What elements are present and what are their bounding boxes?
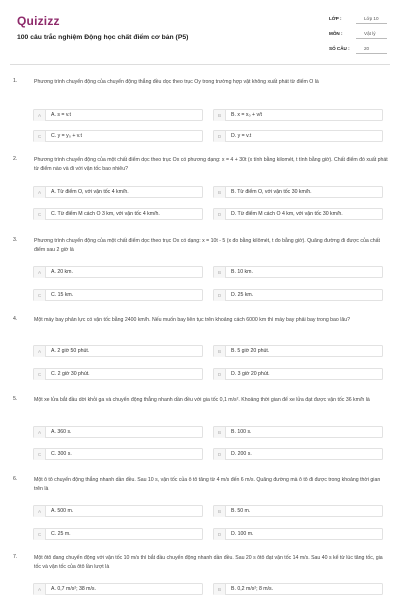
question-text: Một ôtô đang chuyển động với vận tốc 10 m/s thì bắt đầu chuyển động nhanh dần đều. Sau 20 s ôtô đạt vận tốc 14 m/s. Sau 40 s kể từ lúc tăng tốc, gia tốc và vận tốc của ôtô lần lượt là — [34, 555, 383, 570]
option-letter: C — [34, 290, 46, 301]
option-letter: D — [214, 131, 226, 142]
option-letter: A — [34, 506, 46, 517]
option-letter: D — [214, 209, 226, 220]
option-letter: A — [34, 267, 46, 278]
option-text: B. x = x₀ + v/t — [231, 112, 262, 118]
option-letter: A — [34, 110, 46, 121]
option-letter: C — [34, 131, 46, 142]
meta-question-count — [329, 44, 387, 56]
option-text: D. 100 m. — [231, 531, 254, 537]
option-text: D. Từ điểm M cách O 4 km, với vận tốc 30 km/h. — [231, 211, 343, 217]
option-text: B. 10 km. — [231, 269, 253, 275]
meta-subject — [329, 29, 387, 41]
option-letter: A — [34, 187, 46, 198]
meta-underline — [356, 23, 387, 24]
meta-key: SỐ CÂU : — [329, 46, 350, 51]
meta-value: Lớp 10 — [364, 16, 379, 21]
answer-option-d[interactable] — [213, 448, 383, 460]
option-text: D. 3 giờ 20 phút. — [231, 371, 270, 377]
answer-option-d[interactable] — [213, 289, 383, 301]
question-text: Phương trình chuyển động của một chất điểm dọc theo trục Ox có dạng: x = 10t - 5 (x đo bằng kilômét, t đo bằng giờ). Quãng đường đi được của chất điểm sau 2 giờ là — [34, 238, 380, 253]
option-text: A. 20 km. — [51, 269, 73, 275]
option-text: A. s = v.t — [51, 112, 71, 118]
option-letter: D — [214, 449, 226, 460]
quizizz-logo: Quizizz — [17, 14, 60, 28]
answer-option-c[interactable] — [33, 130, 203, 142]
question-number: 1. — [13, 78, 18, 84]
option-letter: C — [34, 529, 46, 540]
answer-option-c[interactable] — [33, 448, 203, 460]
meta-value: 20 — [364, 46, 370, 51]
option-letter: B — [214, 427, 226, 438]
answer-option-a[interactable] — [33, 266, 203, 278]
answer-option-b[interactable] — [213, 266, 383, 278]
worksheet-header — [0, 0, 400, 62]
option-text: C. 15 km. — [51, 292, 74, 298]
answer-option-b[interactable] — [213, 583, 383, 595]
option-text: B. 100 s. — [231, 429, 252, 435]
option-text: B. 5 giờ 20 phút. — [231, 348, 270, 354]
meta-class — [329, 14, 387, 26]
option-letter: B — [214, 110, 226, 121]
option-letter: A — [34, 427, 46, 438]
option-letter: A — [34, 584, 46, 595]
option-letter: C — [34, 449, 46, 460]
answer-option-d[interactable] — [213, 130, 383, 142]
option-letter: C — [34, 369, 46, 380]
question-text: Phương trình chuyển động của chuyển động thẳng đều dọc theo trục Oy trong trường hợp vật không xuất phát từ điểm O là — [34, 79, 319, 85]
option-letter: D — [214, 369, 226, 380]
answer-option-b[interactable] — [213, 505, 383, 517]
option-text: A. 2 giờ 50 phút. — [51, 348, 90, 354]
question-number: 6. — [13, 476, 18, 482]
question-number: 2. — [13, 156, 18, 162]
question-number: 7. — [13, 554, 18, 560]
question-text: Một xe lửa bắt đầu dời khỏi ga và chuyển động thẳng nhanh dần đều với gia tốc 0,1 m/s². Khoảng thời gian để xe lửa đạt được vận tốc 36 km/h là — [34, 397, 370, 403]
answer-option-a[interactable] — [33, 583, 203, 595]
answer-option-c[interactable] — [33, 528, 203, 540]
option-text: C. 25 m. — [51, 531, 71, 537]
option-text: D. 25 km. — [231, 292, 254, 298]
meta-value: Vật lý — [364, 31, 376, 36]
answer-option-a[interactable] — [33, 109, 203, 121]
header-divider — [10, 64, 390, 65]
option-text: C. 300 s. — [51, 451, 72, 457]
option-text: C. Từ điểm M cách O 3 km, với vận tốc 4 km/h. — [51, 211, 160, 217]
answer-option-a[interactable] — [33, 345, 203, 357]
answer-option-d[interactable] — [213, 368, 383, 380]
option-text: A. 0,7 m/s²; 38 m/s. — [51, 586, 96, 592]
option-letter: B — [214, 267, 226, 278]
option-letter: B — [214, 346, 226, 357]
option-letter: B — [214, 584, 226, 595]
option-text: B. Từ điểm O, với vận tốc 30 km/h. — [231, 189, 312, 195]
answer-option-d[interactable] — [213, 528, 383, 540]
answer-option-c[interactable] — [33, 368, 203, 380]
answer-option-c[interactable] — [33, 289, 203, 301]
answer-option-a[interactable] — [33, 426, 203, 438]
option-text: A. 360 s. — [51, 429, 72, 435]
answer-option-b[interactable] — [213, 345, 383, 357]
option-text: C. 2 giờ 30 phút. — [51, 371, 90, 377]
option-letter: A — [34, 346, 46, 357]
meta-underline — [356, 38, 387, 39]
option-letter: D — [214, 290, 226, 301]
question-number: 4. — [13, 316, 18, 322]
option-text: A. 500 m. — [51, 508, 74, 514]
question-text: Một ô tô chuyển động thẳng nhanh dần đều. Sau 10 s, vận tốc của ô tô tăng từ 4 m/s đến 6 m/s. Quãng đường mà ô tô đi được trong khoảng thời gian trên là — [34, 477, 381, 492]
option-letter: B — [214, 506, 226, 517]
question-text: Một máy bay phản lực có vận tốc bằng 2400 km/h. Nếu muốn bay liên tục trên khoảng cách 6000 km thì máy bay phải bay trong bao lâu? — [34, 317, 351, 323]
option-text: D. 200 s. — [231, 451, 252, 457]
option-text: B. 50 m. — [231, 508, 251, 514]
option-letter: B — [214, 187, 226, 198]
answer-option-b[interactable] — [213, 426, 383, 438]
page-title: 100 câu trắc nghiệm Động học chất điểm cơ bản (P5) — [17, 34, 189, 41]
answer-option-c[interactable] — [33, 208, 203, 220]
question-number: 3. — [13, 237, 18, 243]
answer-option-a[interactable] — [33, 505, 203, 517]
answer-option-a[interactable] — [33, 186, 203, 198]
meta-underline — [356, 53, 387, 54]
meta-key: LỚP : — [329, 16, 342, 21]
option-letter: C — [34, 209, 46, 220]
option-text: C. y = y₀ + v.t — [51, 133, 82, 139]
option-text: B. 0,2 m/s²; 8 m/s. — [231, 586, 274, 592]
answer-option-d[interactable] — [213, 208, 383, 220]
option-text: A. Từ điểm O, với vận tốc 4 km/h. — [51, 189, 129, 195]
answer-option-b[interactable] — [213, 109, 383, 121]
option-text: D. y = v.t — [231, 133, 252, 139]
answer-option-b[interactable] — [213, 186, 383, 198]
question-number: 5. — [13, 396, 18, 402]
option-letter: D — [214, 529, 226, 540]
meta-key: MÔN : — [329, 31, 343, 36]
question-text: Phương trình chuyển động của một chất điểm dọc theo trục Ox có phương dạng: x = 4 + 30t (x tính bằng kilomét, t tính bằng giờ). Chất điểm đó xuất phát từ điểm nào và đi với vận tốc bao nhiêu? — [34, 157, 388, 172]
